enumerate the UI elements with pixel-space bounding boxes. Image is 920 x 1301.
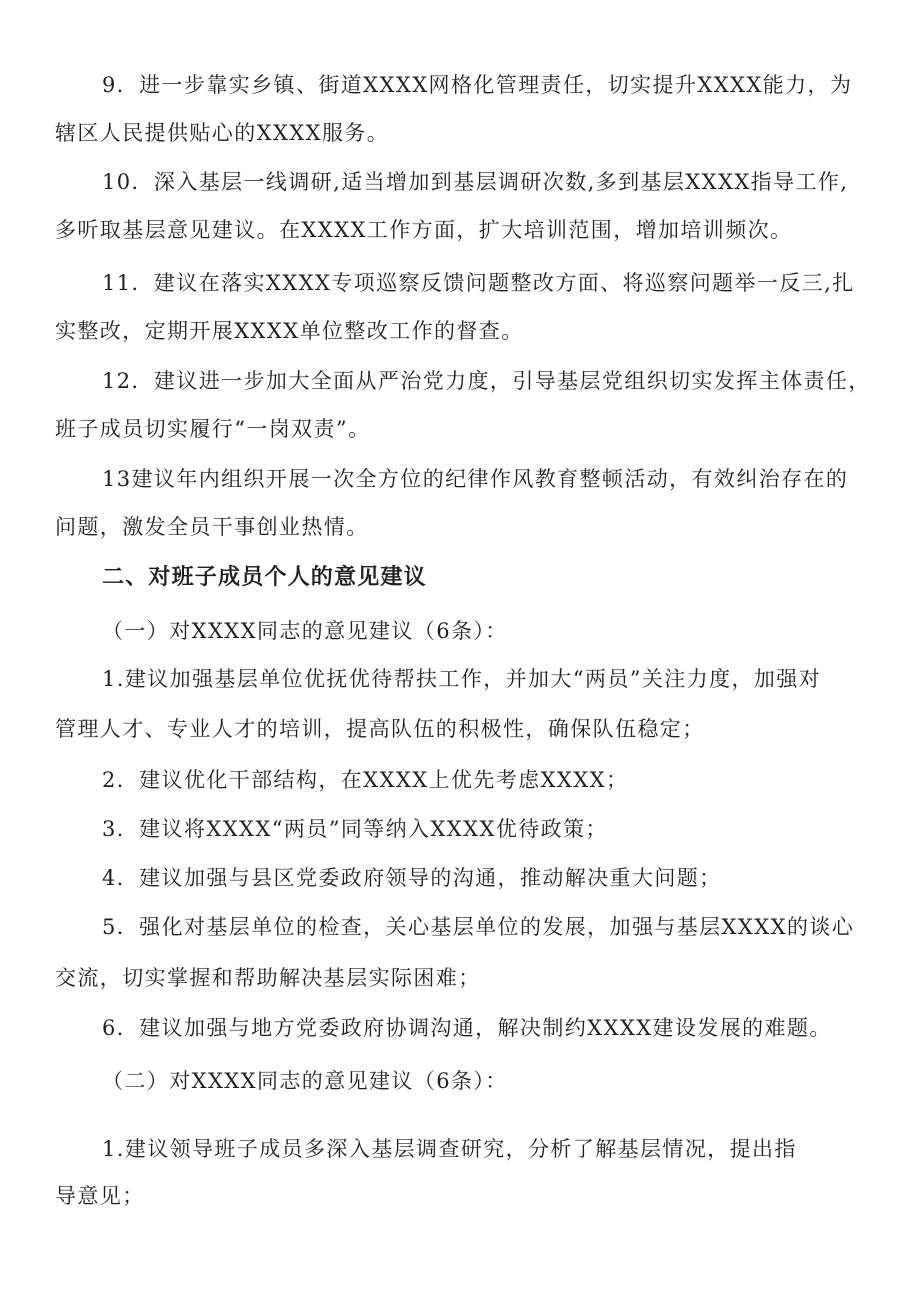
section-2-heading: 二、对班子成员个人的意见建议 xyxy=(102,565,427,590)
subsection-1-item-6: 6．建议加强与地方党委政府协调沟通，解决制约XXXX建设发展的难题。 xyxy=(102,1016,832,1040)
paragraph-13-line-2: 问题，激发全员干事创业热情。 xyxy=(55,515,369,539)
subsection-1-item-5-line-2: 交流，切实掌握和帮助解决基层实际困难； xyxy=(55,966,481,990)
subsection-1-item-1-line-1: 1.建议加强基层单位优抚优待帮扶工作，并加大“两员”关注力度，加强对 xyxy=(102,667,822,691)
paragraph-9-line-2: 辖区人民提供贴心的XXXX服务。 xyxy=(55,121,390,145)
subsection-1-item-3: 3．建议将XXXX“两员”同等纳入XXXX优待政策； xyxy=(102,817,608,841)
paragraph-10-line-2: 多听取基层意见建议。在XXXX工作方面，扩大培训范围，增加培训频次。 xyxy=(55,218,793,242)
subsection-1-item-1-line-2: 管理人才、专业人才的培训，提高队伍的积极性，确保队伍稳定； xyxy=(55,717,705,741)
paragraph-9-line-1: 9．进一步靠实乡镇、街道XXXX网格化管理责任，切实提升XXXX能力，为 xyxy=(102,73,853,97)
subsection-1-item-5-line-1: 5．强化对基层单位的检查，关心基层单位的发展，加强与基层XXXX的谈心 xyxy=(102,915,855,939)
paragraph-11-line-2: 实整改，定期开展XXXX单位整改工作的督查。 xyxy=(55,319,524,343)
subsection-1-heading: （一）对XXXX同志的意见建议（6条）： xyxy=(102,619,508,643)
subsection-2-heading: （二）对XXXX同志的意见建议（6条）： xyxy=(102,1069,508,1093)
paragraph-11-line-1: 11．建议在落实XXXX专项巡察反馈问题整改方面、将巡察问题举一反三,扎 xyxy=(102,271,855,295)
paragraph-13-line-1: 13建议年内组织开展一次全方位的纪律作风教育整顿活动，有效纠治存在的 xyxy=(102,467,849,491)
subsection-2-item-1-line-2: 导意见； xyxy=(55,1184,145,1208)
paragraph-12-line-1: 12．建议进一步加大全面从严治党力度，引导基层党组织切实发挥主体责任， xyxy=(102,369,871,393)
paragraph-12-line-2: 班子成员切实履行“一岗双责”。 xyxy=(55,417,371,441)
subsection-1-item-2: 2．建议优化干部结构，在XXXX上优先考虑XXXX； xyxy=(102,768,629,792)
subsection-1-item-4: 4．建议加强与县区党委政府领导的沟通，推动解决重大问题； xyxy=(102,866,722,890)
paragraph-10-line-1: 10．深入基层一线调研,适当增加到基层调研次数,多到基层XXXX指导工作, xyxy=(102,170,849,194)
subsection-2-item-1-line-1: 1.建议领导班子成员多深入基层调查研究，分析了解基层情况，提出指 xyxy=(102,1137,797,1161)
